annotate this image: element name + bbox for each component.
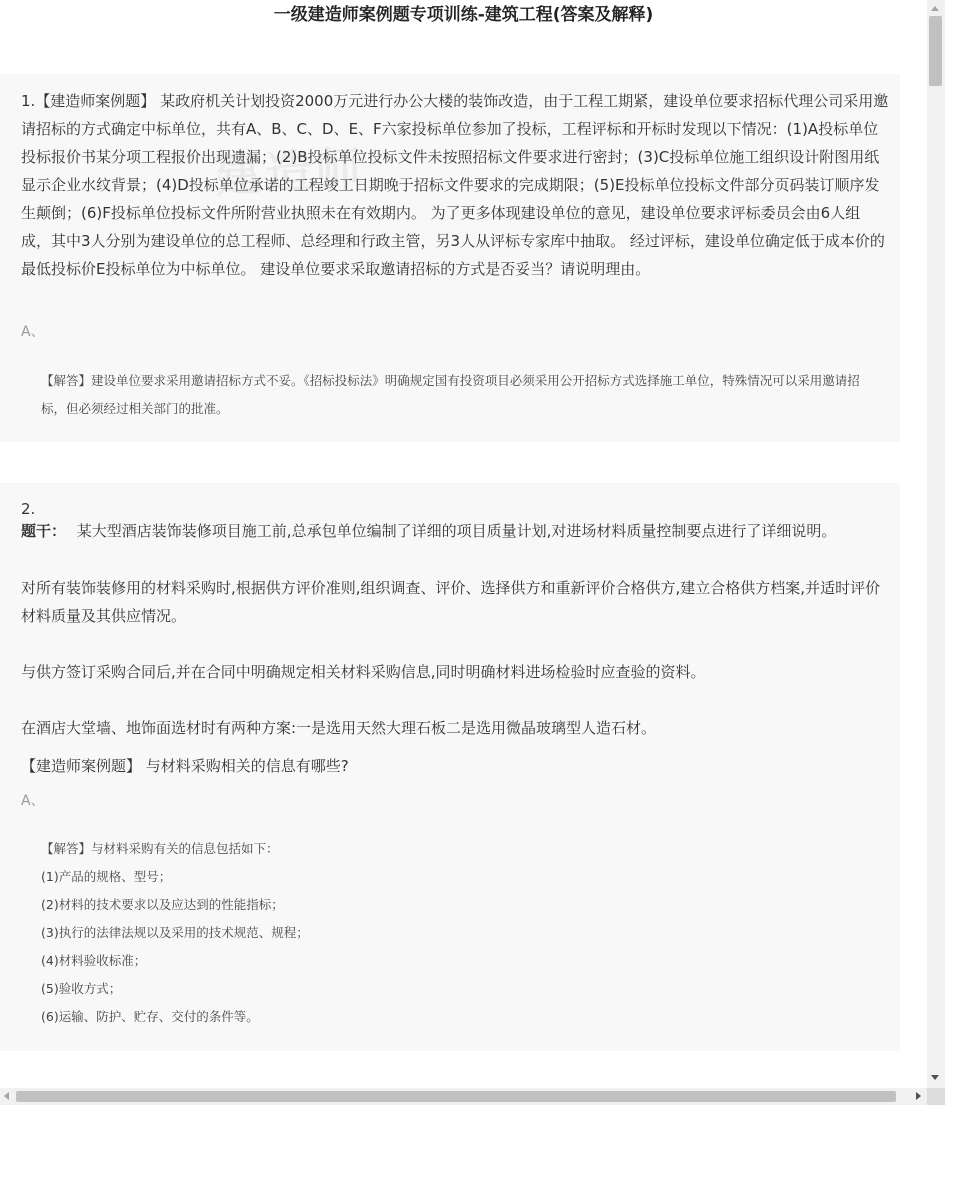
stem-text: 某大型酒店装饰装修项目施工前,总承包单位编制了详细的项目质量计划,对进场材料质量控制要点进行了详细说明。 bbox=[76, 522, 837, 540]
question-2-answer-line-4: (3)执行的法律法规以及采用的技术规范、规程； bbox=[41, 925, 309, 940]
question-2-option-a[interactable]: A、 bbox=[21, 793, 45, 809]
question-1-option-a[interactable]: A、 bbox=[21, 324, 45, 340]
question-2-answer-line-3: (2)材料的技术要求以及应达到的性能指标； bbox=[41, 897, 284, 912]
chevron-right-icon[interactable] bbox=[916, 1092, 921, 1100]
question-2-answer-line-6: (5)验收方式； bbox=[41, 981, 122, 996]
question-2-answer-line-2: (1)产品的规格、型号； bbox=[41, 869, 172, 884]
question-1-answer: 【解答】建设单位要求采用邀请招标方式不妥。《招标投标法》明确规定国有投资项目必须采用公开招标方式选择施工单位，特殊情况可以采用邀请招标，但必须经过相关部门的批准。 bbox=[41, 373, 860, 416]
question-card-2 bbox=[0, 483, 900, 1051]
question-2-paragraph-2: 与供方签订采购合同后,并在合同中明确规定相关材料采购信息,同时明确材料进场检验时应查验的资料。 bbox=[21, 663, 706, 681]
question-2-answer-line-7: (6)运输、防护、贮存、交付的条件等。 bbox=[41, 1009, 259, 1024]
question-2-answer-line-5: (4)材料验收标准； bbox=[41, 953, 147, 968]
question-card-1 bbox=[0, 74, 900, 442]
question-2-paragraph-1: 对所有装饰装修用的材料采购时,根据供方评价准则,组织调查、评价、选择供方和重新评价合格供方,建立合格供方档案,并适时评价材料质量及其供应情况。 bbox=[21, 579, 881, 625]
scrollbar-corner bbox=[927, 1088, 945, 1105]
chevron-down-icon[interactable] bbox=[931, 1075, 939, 1080]
watermark: 建造师 bbox=[213, 141, 367, 203]
vertical-scrollbar[interactable] bbox=[927, 0, 945, 1088]
question-2-number: 2. bbox=[21, 500, 36, 518]
question-2-answer-line-1: 【解答】与材料采购有关的信息包括如下： bbox=[41, 841, 279, 856]
horizontal-scroll-thumb[interactable] bbox=[16, 1091, 896, 1102]
question-1-text: 1.【建造师案例题】 某政府机关计划投资2000万元进行办公大楼的装饰改造，由于工程工期紧，建设单位要求招标代理公司采用邀请招标的方式确定中标单位，共有A、B、C、D、E、F六家投标单位参加了投标，工程评标和开标时发现以下情况：(1)A投标单位投标报价书某分项工程报价出现遗漏；(2)B投标单位投标文件未按照招标文件要求进行密封；(3)C投标单位施工组织设计附图用纸显示企业水纹背景；(4)D投标单位承诺的工程竣工日期晚于招标文件要求的完成期限；(5)E投标单位投标文件部分页码装订顺序发生颠倒；(6)F投标单位投标文件所附营业执照未在有效期内。 为了更多体现建设单位的意见，建设单位要求评标委员会由6人组成，其中3人分别为建设单位的总工程师、总经理和行政主管，另3人从评标专家库中抽取。 经过评标，建设单位确定低于成本价的最低投标价E投标单位为中标单位。 建设单位要求采取邀请招标的方式是否妥当？请说明理由。 bbox=[21, 92, 889, 278]
chevron-left-icon[interactable] bbox=[4, 1092, 9, 1100]
stem-label: 题干： bbox=[21, 522, 67, 540]
horizontal-scrollbar[interactable] bbox=[0, 1088, 927, 1105]
question-2-stem bbox=[21, 519, 889, 543]
page-title: 一级建造师案例题专项训练-建筑工程(答案及解释) bbox=[273, 5, 654, 25]
question-2-question: 【建造师案例题】 与材料采购相关的信息有哪些? bbox=[21, 757, 349, 775]
question-2-paragraph-3: 在酒店大堂墙、地饰面选材时有两种方案:一是选用天然大理石板二是选用微晶玻璃型人造石材。 bbox=[21, 719, 657, 737]
chevron-up-icon[interactable] bbox=[931, 6, 939, 11]
vertical-scroll-thumb[interactable] bbox=[929, 16, 942, 86]
